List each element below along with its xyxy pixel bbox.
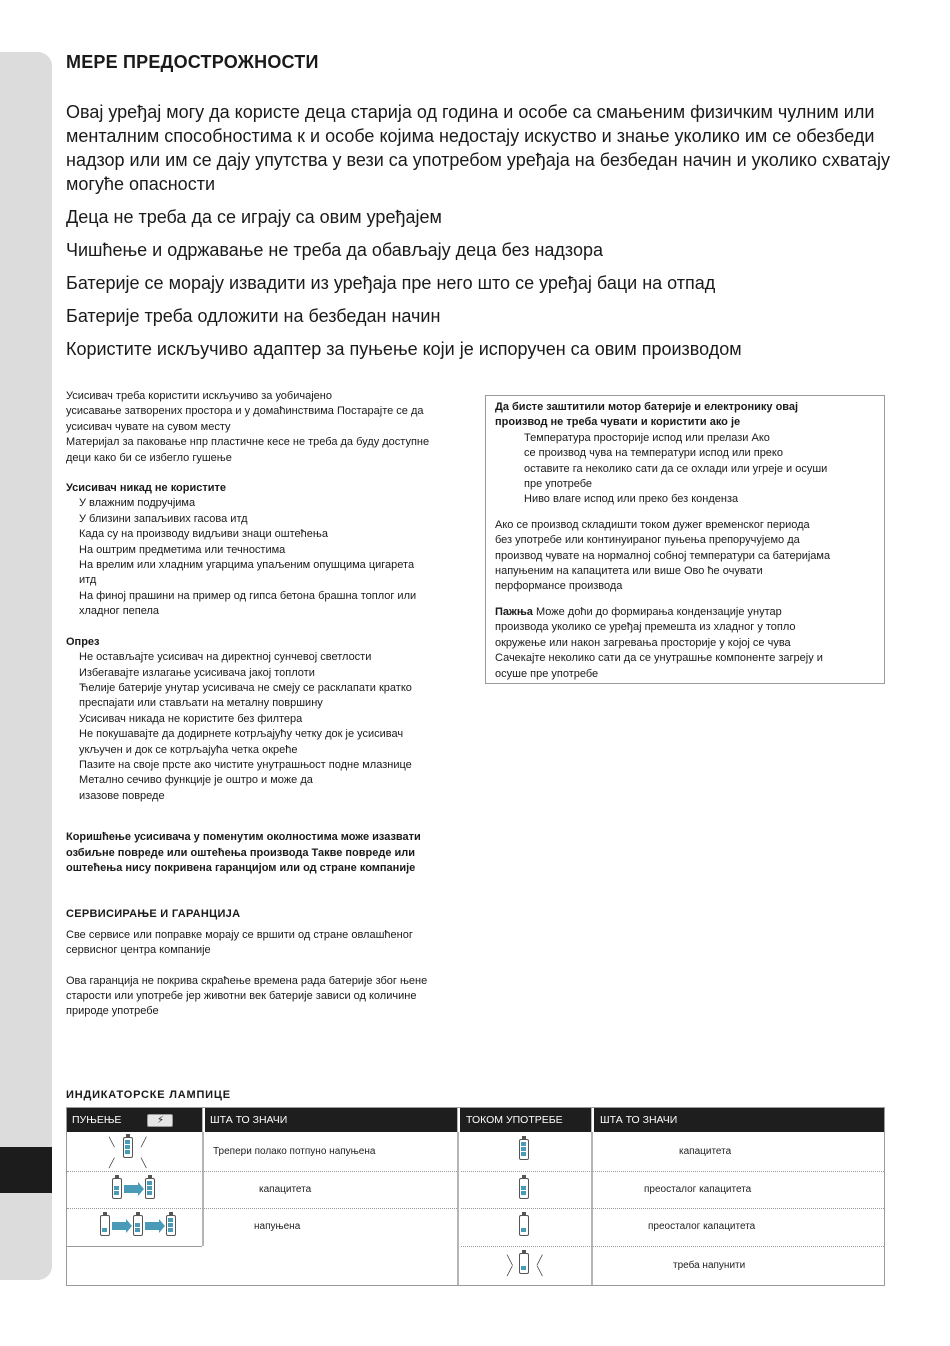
box-title-line: производ не треба чувати и користити ако је: [495, 416, 741, 429]
usage-line: усисавање затворених простора и у домаћинствима Постарајте се да: [66, 405, 424, 418]
never-use-item: У влажним подручјима: [79, 497, 196, 510]
attention-label: Пажња: [495, 605, 533, 618]
warranty-line: природе употребе: [66, 1005, 159, 1018]
charging-full-icon: [100, 1215, 176, 1236]
box-item: пре употребе: [524, 478, 593, 491]
header-meaning-use: ШТА ТО ЗНАЧИ: [600, 1114, 678, 1126]
caution-item: Не остављајте усисивач на директној сунчевој светлости: [79, 651, 372, 664]
warranty-line: старости или употребе јер животни век батерије зависи од количине: [66, 990, 417, 1002]
charging-meaning-1: Трепери полако потпуно напуњена: [213, 1146, 376, 1157]
never-use-item: У близини запаљивих гасова итд: [79, 512, 248, 525]
column-divider: [457, 1108, 459, 1285]
protection-notice-box: [485, 395, 885, 684]
header-meaning-charging: ШТА ТО ЗНАЧИ: [210, 1114, 288, 1126]
never-use-item: На врелим или хладним угарцима упаљеним опушцима цигарета: [79, 559, 415, 572]
caution-item: Усисивач никада не користите без филтера: [79, 712, 303, 725]
battery-medium-icon: [519, 1178, 529, 1199]
caution-item: преспајати или стављати на металну површину: [79, 697, 323, 710]
never-use-item: На финој прашини на пример од гипса бетона брашна топлог или: [79, 589, 417, 602]
attention-line: осуше пре употребе: [495, 667, 599, 680]
never-use-item: итд: [79, 574, 97, 587]
caution-item: Пазите на своје прсте ако чистите унутрашњост подне млазнице: [79, 758, 412, 771]
side-tab: [0, 52, 52, 1280]
usage-meaning-3: преосталог капацитета: [648, 1221, 756, 1232]
charging-meaning-2: капацитета: [259, 1184, 312, 1195]
attention-line: окружење или након загревања просторије у којој се чува: [495, 636, 791, 649]
battery-blinking-empty-icon: ╲ ╱ ╱ ╲: [507, 1255, 543, 1276]
warning-line: озбиљне повреде или оштећења производа Такве повреде или: [66, 846, 416, 859]
warning-line: Коришћење усисивача у поменутим околностима може изазвати: [66, 831, 421, 844]
storage-line: перформансе производа: [495, 580, 623, 593]
storage-line: производ чувате на нормалној собној температури са батеријама: [495, 549, 831, 562]
caution-heading: Опрез: [66, 635, 100, 648]
indicator-table-header: [67, 1108, 884, 1132]
battery-full-icon: [519, 1139, 529, 1160]
charging-progress-icon: [112, 1178, 155, 1199]
box-title-line: Да бисте заштитили мотор батерије и електронику овај: [495, 401, 799, 413]
intro-paragraph: Батерије се морају извадити из уређаја пре него што се уређај баци на отпад: [66, 273, 716, 293]
never-use-item: Када су на производу видљиви знаци оштећења: [79, 528, 328, 541]
usage-line: Материјал за паковање нпр пластичне кесе не треба да буду доступне: [66, 436, 430, 449]
attention-line: производа уколико се уређај премешта из хладног у топло: [495, 621, 796, 634]
indicator-table: [66, 1107, 885, 1286]
row-divider: [67, 1208, 457, 1209]
left-column: [66, 389, 466, 1020]
box-item: оставите га неколико сати да се охлади или угреје и осуши: [524, 462, 828, 475]
usage-line: деци како би се избегло гушење: [66, 451, 232, 464]
intro-paragraph: Чишћење и одржавање не треба да обављају деца без надзора: [66, 240, 603, 260]
intro-paragraph: Користите искључиво адаптер за пуњење који је испоручен са овим производом: [66, 339, 742, 359]
attention-text: Може доћи до формирања кондензације унутар: [532, 605, 782, 618]
column-divider: [591, 1108, 593, 1285]
usage-meaning-4: треба напунити: [673, 1260, 746, 1271]
caution-item: изазове повреде: [79, 789, 165, 802]
box-item: Температура просторије испод или прелази Ако: [524, 431, 770, 444]
row-divider: [67, 1246, 202, 1247]
caution-item: Избегавајте излагање усисивача јакој топлоти: [79, 666, 315, 679]
usage-line: усисивач чувате на сувом месту: [66, 420, 231, 433]
caution-item: Не покушавајте да додирнете котрљајућу четку док је усисивач: [79, 728, 404, 741]
service-heading: СЕРВИСИРАЊЕ И ГАРАНЦИЈА: [66, 908, 241, 921]
box-item: Ниво влаге испод или преко без конденза: [524, 493, 739, 506]
service-line: Све сервисе или поправке морају се вршити од стране овлашћеног: [66, 928, 413, 941]
attention-line: Сачекајте неколико сати да се унутрашње компоненте загреју и: [495, 652, 823, 665]
row-divider: [461, 1246, 884, 1247]
header-charging: [67, 1108, 203, 1132]
never-use-heading: Усисивач никад не користите: [66, 482, 227, 495]
intro-paragraph: Батерије треба одложити на безбедан начин: [66, 306, 441, 326]
attention-line: [495, 605, 875, 620]
usage-meaning-1: капацитета: [679, 1146, 732, 1157]
caution-item: укључен и док се котрљајућа четка окреће: [79, 743, 298, 756]
warning-line: оштећења нису покривена гаранцијом или од стране компаније: [66, 861, 416, 874]
page-title: МЕРЕ ПРЕДОСТРОЖНОСТИ: [66, 52, 319, 72]
intro-paragraph: Деца не треба да се играју са овим уређајем: [66, 207, 442, 227]
intro-section: [66, 100, 896, 370]
usage-line: Усисивач треба користити искључиво за уобичајено: [66, 390, 332, 402]
storage-line: Ако се производ складишти током дужег временског периода: [495, 518, 810, 531]
caution-item: Метално сечиво функције је оштро и може да: [79, 774, 313, 787]
never-use-item: На оштрим предметима или течностима: [79, 543, 286, 556]
never-use-item: хладног пепела: [79, 605, 160, 618]
indicator-lights-title: ИНДИКАТОРСКЕ ЛАМПИЦЕ: [66, 1089, 231, 1101]
header-charging-label: ПУЊЕЊЕ: [72, 1114, 122, 1126]
service-line: сервисног центра компаније: [66, 944, 211, 957]
row-divider: [461, 1171, 884, 1172]
box-item: се производ чува на температури испод или преко: [524, 447, 783, 460]
warranty-line: Ова гаранција не покрива скраћење времена рада батерије због њене: [66, 974, 428, 987]
charging-meaning-3: напуњена: [254, 1221, 301, 1232]
storage-line: без употребе или континуираног пуњења препоручујемо да: [495, 534, 800, 547]
lightning-plug-icon: ⚡: [147, 1114, 173, 1127]
row-divider: [461, 1208, 884, 1209]
intro-paragraph: Овај уређај могу да користе деца старија од година и особе са смањеним физичким чулним или менталним способностима к и особе којима недостају искуство и знање уколико им се обезбеди надзор или им се дају упутства у вези са употребом уређаја на безбедан начин и уколико схватају могуће опасности: [66, 102, 891, 194]
storage-line: напуњеним на капацитета или више Ово ће очувати: [495, 565, 763, 578]
usage-meaning-2: преосталог капацитета: [644, 1184, 752, 1195]
header-during-use: ТОКОМ УПОТРЕБЕ: [466, 1114, 563, 1126]
side-tab-marker: [0, 1147, 52, 1193]
battery-low-icon: [519, 1215, 529, 1236]
caution-item: Ћелије батерије унутар усисивача не смеју се расклапати кратко: [79, 681, 412, 694]
blinking-battery-icon: ╲ ╱ ╱ ╲: [109, 1137, 147, 1168]
row-divider: [67, 1171, 457, 1172]
